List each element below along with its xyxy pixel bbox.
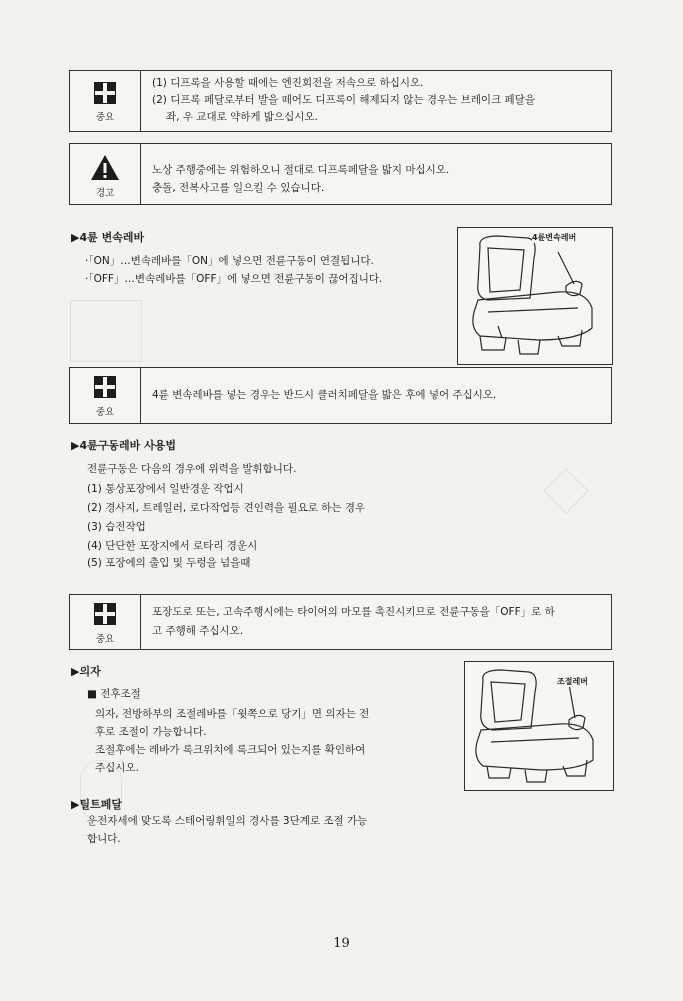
notice-1-line-2: (2) 디프록 페달로부터 발을 떼어도 디프록이 해제되지 않는 경우는 브레이크 페달을 [152, 94, 535, 106]
warning-line-1: 노상 주행중에는 위험하오니 절대로 디프록페달을 밟지 마십시오. [152, 164, 450, 176]
4wd-usage-item-2: (2) 경사지, 트레일러, 로다작업등 견인력을 필요로 하는 경우 [87, 502, 366, 514]
figure-label-4wd-lever: 4륜변속레버 [532, 233, 577, 242]
bleed-through-left [70, 300, 142, 362]
4wd-usage-item-5: (5) 포장에의 출입 및 두렁을 넘을때 [87, 557, 251, 569]
important-notice-3 [69, 594, 612, 650]
medical-cross-icon [94, 376, 116, 398]
seat-line-1: 의자, 전방하부의 조절레바를「윗쪽으로 당기」면 의자는 전 [95, 708, 370, 720]
4wd-usage-item-4: (4) 단단한 포장지에서 로타리 경운시 [87, 540, 258, 552]
important-icon-cell-2 [70, 368, 141, 423]
seat-line-4: 주십시오. [95, 762, 139, 774]
warning-line-2: 충돌, 전복사고를 일으킬 수 있습니다. [152, 182, 325, 194]
notice-2-text: 4륜 변속레바를 넣는 경우는 반드시 클러치페달을 밟은 후에 넣어 주십시오. [152, 389, 497, 401]
section-title-tilt: ▶틸트페달 [71, 798, 122, 811]
bleed-through-right [543, 468, 588, 513]
important-icon-cell [70, 71, 141, 131]
warning-notice [69, 143, 612, 205]
section-title-4wd-lever: ▶4륜 변속레바 [71, 231, 145, 244]
seat-lever-figure-2 [464, 661, 614, 791]
notice-3-line-1: 포장도로 또는, 고속주행시에는 타이어의 마모를 촉진시키므로 전륜구동을「OFF」로 하 [152, 606, 555, 618]
4wd-off-line: ·「OFF」…변속레바를「OFF」에 넣으면 전륜구동이 끊어집니다. [85, 273, 383, 285]
important-notice-2 [69, 367, 612, 424]
seat-line-2: 후로 조절이 가능합니다. [95, 726, 207, 738]
important-notice-1 [69, 70, 612, 132]
important-label: 중요 [95, 112, 115, 123]
warning-triangle-icon [90, 154, 120, 181]
notice-3-line-2: 고 주행해 주십시오. [152, 625, 244, 637]
tractor-seat-adjust-illustration [465, 662, 613, 790]
medical-cross-icon [94, 82, 116, 104]
notice-1-line-1: (1) 디프록을 사용할 때에는 엔진회전을 저속으로 하십시오. [152, 77, 424, 89]
important-label: 중요 [95, 407, 115, 418]
medical-cross-icon [94, 603, 116, 625]
notice-1-line-3: 좌, 우 교대로 약하게 밟으십시오. [166, 111, 318, 123]
warning-label: 경고 [95, 188, 115, 199]
seat-line-3: 조절후에는 레바가 록크위치에 록크되어 있는지를 확인하여 [95, 744, 366, 756]
tilt-line-2: 합니다. [87, 833, 121, 845]
4wd-on-line: ·「ON」…변속레바를「ON」에 넣으면 전륜구동이 연결됩니다. [85, 255, 374, 267]
page-number: 19 [333, 936, 350, 951]
tilt-line-1: 운전자세에 맞도록 스테어링휘일의 경사를 3단계로 조절 가능 [87, 815, 368, 827]
4wd-usage-item-3: (3) 습전작업 [87, 521, 146, 533]
tractor-seat-illustration [458, 228, 612, 364]
important-icon-cell-3 [70, 595, 141, 649]
4wd-usage-intro: 전륜구동은 다음의 경우에 위력을 발휘합니다. [87, 463, 297, 475]
section-title-4wd-usage: ▶4륜구동레바 사용법 [71, 439, 176, 452]
warning-icon-cell [70, 144, 141, 204]
seat-subheading: ■ 전후조절 [87, 688, 141, 700]
figure-label-seat-lever: 조절레버 [557, 677, 588, 686]
4wd-usage-item-1: (1) 통상포장에서 일반경운 작업시 [87, 483, 244, 495]
seat-lever-figure-1 [457, 227, 613, 365]
section-title-seat: ▶의자 [71, 665, 101, 678]
important-label: 중요 [95, 634, 115, 645]
